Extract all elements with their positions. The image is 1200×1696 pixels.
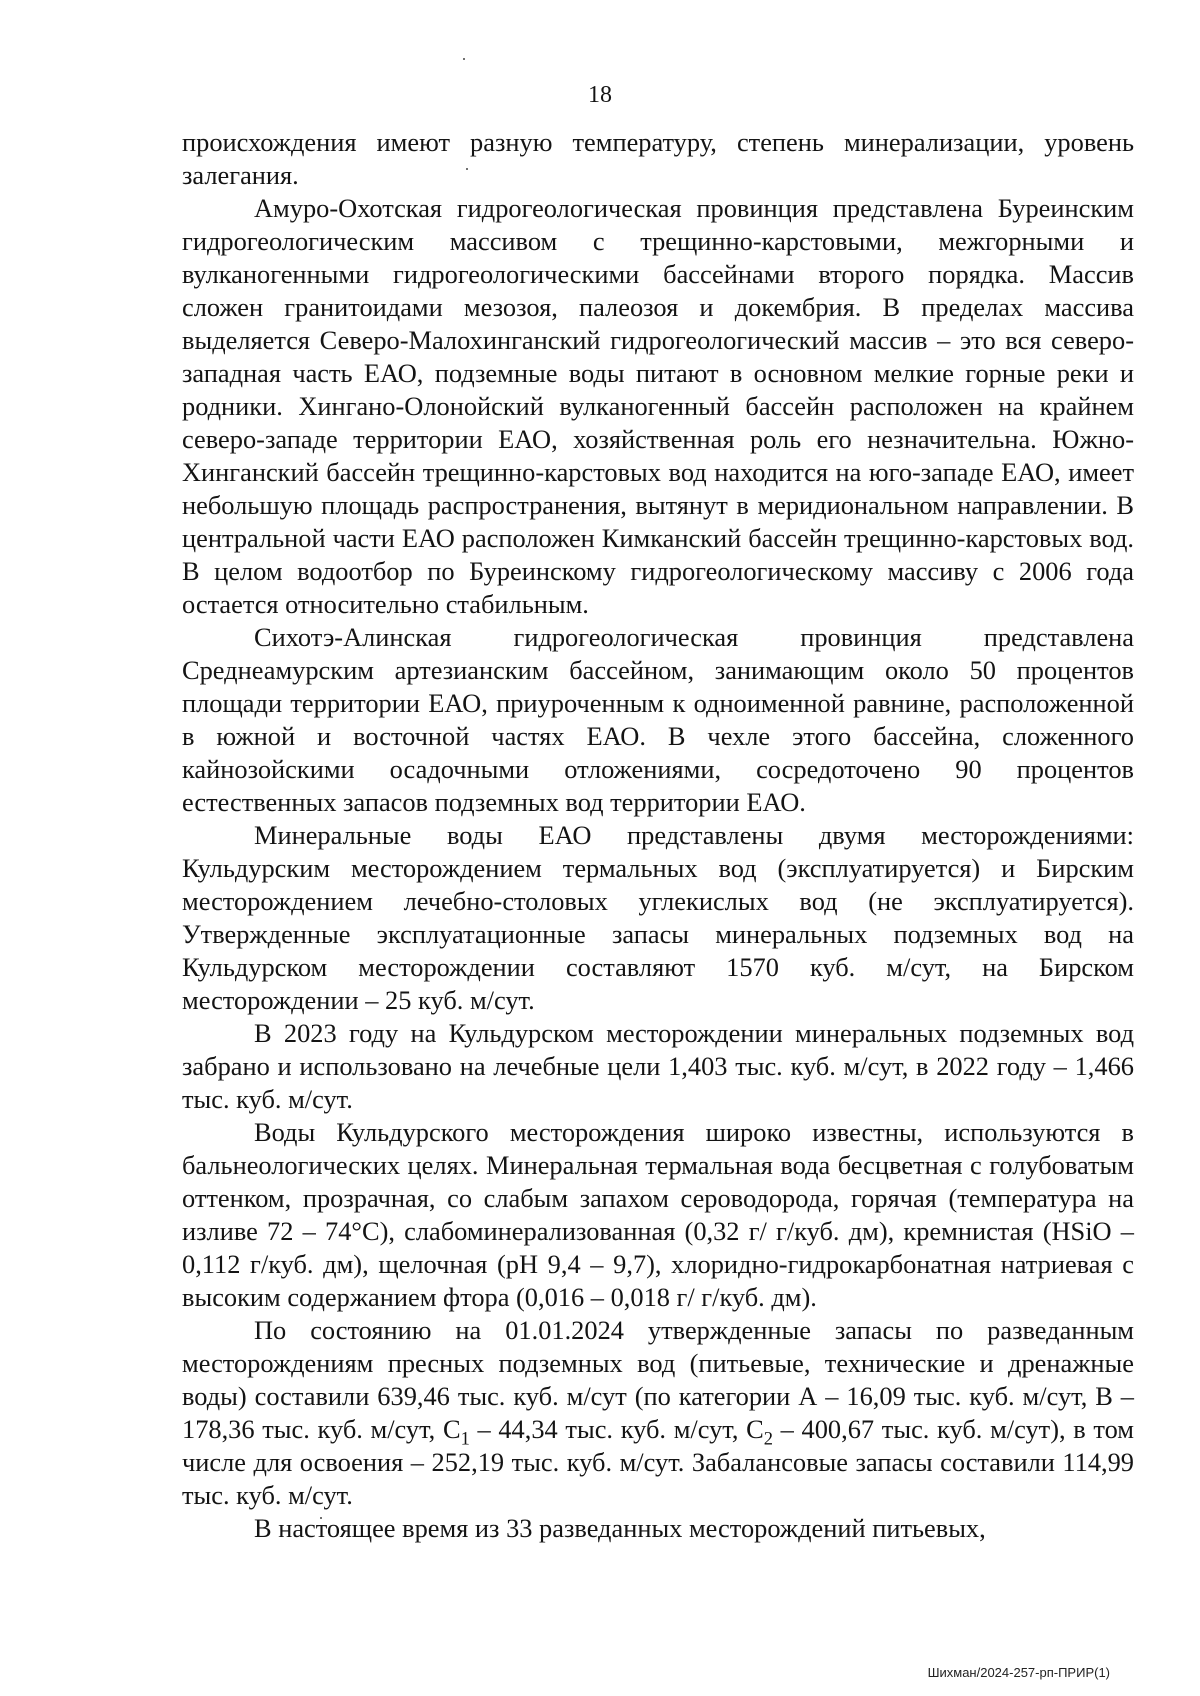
paragraph: Амуро-Охотская гидрогеологическая провинция представлена Буреинским гидрогеологическим массивом с трещинно-карстовыми, межгорными и вулканогенными гидрогеологическими бассейнами второго порядка. Массив сложен гранитоидами мезозоя, палеозоя и докембрия. В пределах массива выделяется Северо-Малохинганский гидрогеологический массив – это вся северо-западная часть ЕАО, подземные воды питают в основном мелкие горные реки и родники. Хингано-Олонойский вулканогенный бассейн расположен на крайнем северо-западе территории ЕАО, хозяйственная роль его незначительна. Южно-Хинганский бассейн трещинно-карстовых вод находится на юго-западе ЕАО, имеет небольшую площадь распространения, вытянут в меридиональном направлении. В центральной части ЕАО расположен Кимканский бассейн трещинно-карстовых вод. В целом водоотбор по Буреинскому гидрогеологическому массиву с 2006 года остается относительно стабильным.: [182, 193, 1134, 619]
document-code: Шихман/2024-257-рп-ПРИР(1): [927, 1665, 1110, 1680]
paragraph: Воды Кульдурского месторождения широко известны, используются в бальнеологических целях. Минеральная термальная вода бесцветная с голубоватым оттенком, прозрачная, со слабым запахом сероводорода, горячая (температура на изливе 72 – 74°С), слабоминерализованная (0,32 г/ г/куб. дм), кремнистая (HSiO – 0,112 г/куб. дм), щелочная (pH 9,4 – 9,7), хлоридно-гидрокарбонатная натриевая с высоким содержанием фтора (0,016 – 0,018 г/ г/куб. дм).: [182, 1117, 1134, 1312]
scan-speck: [463, 58, 465, 60]
paragraph: происхождения имеют разную температуру, степень минерализации, уровень залегания.: [182, 127, 1134, 190]
paragraph: Сихотэ-Алинская гидрогеологическая провинция представлена Среднеамурским артезианским бассейном, занимающим около 50 процентов площади территории ЕАО, приуроченным к одноименной равнине, расположенной в южной и восточной частях ЕАО. В чехле этого бассейна, сложенного кайнозойскими осадочными отложениями, сосредоточено 90 процентов естественных запасов подземных вод территории ЕАО.: [182, 622, 1134, 817]
subscript: 2: [763, 1428, 773, 1449]
subscript: 1: [460, 1428, 470, 1449]
reserves-paragraph: [182, 1314, 1134, 1512]
body-text: [182, 126, 1134, 1545]
reserves-text: – 400,67 тыс. куб. м/сут), в том числе для освоения – 252,19 тыс. куб. м/сут. Забалансовые запасы составили 114,99 тыс. куб. м/сут.: [182, 1414, 1134, 1510]
page-number: 18: [588, 82, 612, 108]
reserves-text: По состоянию на 01.01.2024 утвержденные запасы по разведанным месторождениям пресных подземных вод (питьевые, технические и дренажные воды) составили 639,46 тыс. куб. м/сут (по категории А – 16,09 тыс. куб. м/сут, В – 178,36 тыс. куб. м/сут, С: [182, 1315, 1134, 1444]
reserves-text: – 44,34 тыс. куб. м/сут, С: [469, 1414, 764, 1444]
paragraph: Минеральные воды ЕАО представлены двумя месторождениями: Кульдурским месторождением термальных вод (эксплуатируется) и Бирским месторождением лечебно-столовых углекислых вод (не эксплуатируется). Утвержденные эксплуатационные запасы минеральных подземных вод на Кульдурском месторождении составляют 1570 куб. м/сут, на Бирском месторождении – 25 куб. м/сут.: [182, 820, 1134, 1015]
paragraph: В настоящее время из 33 разведанных месторождений питьевых,: [254, 1513, 986, 1543]
paragraph: В 2023 году на Кульдурском месторождении минеральных подземных вод забрано и использовано на лечебные цели 1,403 тыс. куб. м/сут, в 2022 году – 1,466 тыс. куб. м/сут.: [182, 1018, 1134, 1114]
